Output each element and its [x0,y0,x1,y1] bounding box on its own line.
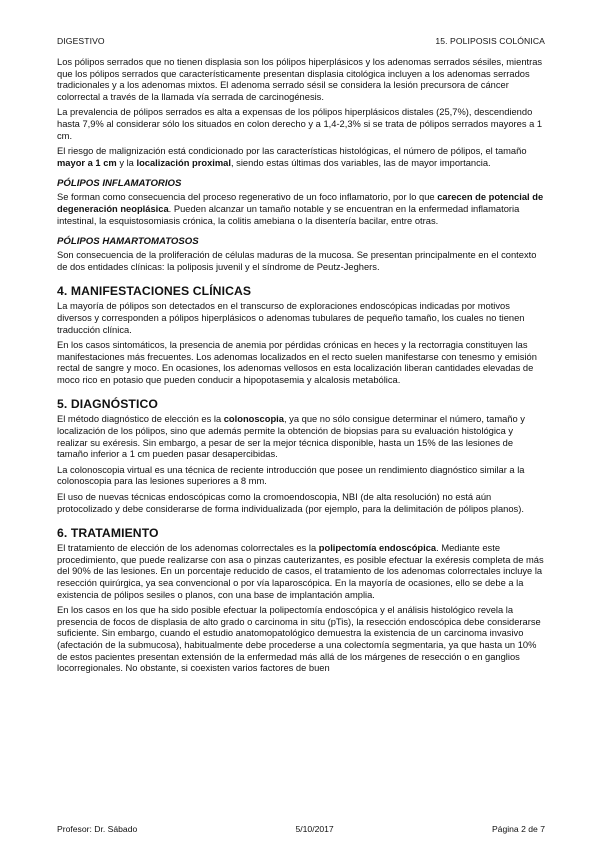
footer-date: 5/10/2017 [295,824,334,834]
page-header [57,36,545,46]
subheading-inflamatorios: PÓLIPOS INFLAMATORIOS [57,178,182,190]
paragraph: La prevalencia de pólipos serrados es alta a expensas de los pólipos hiperplásicos distales (25,7%), descendiendo hasta 7,9% al considerar sólo los situados en colon derecho y a 1,4-2,3% si se trata de pólipos serrados mayores a 1 cm. [57,107,543,141]
paragraph: Se forman como consecuencia del proceso regenerativo de un foco inflamatorio, por lo que carecen de potencial de degeneración neoplásica. Pueden alcanzar un tamaño notable y se encuentran en la enfermedad inflamatoria intestinal, la esquistosomiasis crónica, la colitis amebiana o la disentería bacilar, entre otras. [57,192,544,226]
paragraph: Los pólipos serrados que no tienen displasia son los pólipos hiperplásicos y los adenomas serrados sésiles, mientras que los pólipos serrados que característicamente presentan displasia citológica incluyen a los adenomas serrados tradicionales y a los adenomas mixtos. El adenoma serrado sésil se considera la lesión precursora de cáncer colorrectal a través de la llamada vía serrada de carcinogénesis. [57,57,543,102]
section-heading-tratamiento: 6. TRATAMIENTO [57,526,159,541]
paragraph: El método diagnóstico de elección es la colonoscopia, ya que no sólo consigue determinar el número, tamaño y localización de los pólipos, sino que además permite la obtención de biopsias para su evaluación histológica y realizar su exéresis. Sin embargo, a pesar de ser la mejor técnica disponible, hasta un 15% de las lesiones de tamaño inferior a 1 cm pueden pasar desapercibidas. [57,414,525,460]
header-chapter: 15. POLIPOSIS COLÓNICA [435,36,545,46]
paragraph: El riesgo de malignización está condicionado por las características histológicas, el número de pólipos, el tamaño mayor a 1 cm y la localización proximal, siendo estas últimas dos variables, las de mayor importancia. [57,146,527,168]
footer-professor: Profesor: Dr. Sábado [57,824,138,834]
paragraph: Son consecuencia de la proliferación de células maduras de la mucosa. Se presentan principalmente en el contexto de dos entidades clínicas: la poliposis juvenil y el síndrome de Peutz-Jeghers. [57,250,537,272]
document-page [57,36,545,679]
paragraph: El uso de nuevas técnicas endoscópicas como la cromoendoscopia, NBI (de alta resolución) no está aún protocolizado y debe considerarse de forma individualizada (por ejemplo, para la delimitación de pólipos planos). [57,492,524,514]
section-heading-diagnostico: 5. DIAGNÓSTICO [57,397,158,412]
section-heading-manifestaciones: 4. MANIFESTACIONES CLÍNICAS [57,284,252,299]
document-body [57,57,545,675]
paragraph: En los casos sintomáticos, la presencia de anemia por pérdidas crónicas en heces y la rectorragia constituyen las manifestaciones más frecuentes. Los adenomas localizados en el recto suelen manifestarse con tenesmo y emisión rectal de sangre y moco. En ocasiones, los adenomas vellosos en esta localización liberan cantidades elevadas de moco rico en potasio que pueden conducir a hipopotasemia y alcalosis metabólica. [57,340,537,385]
page-footer [57,824,545,834]
paragraph: El tratamiento de elección de los adenomas colorrectales es la polipectomía endoscópica. Mediante este procedimiento, que puede realizarse con asa o pinzas cauterizantes, es posible efectuar la exéresis completa de más del 90% de las lesiones. En un porcentaje reducido de casos, el tratamiento de los adenomas colorrectales incluye la resección quirúrgica, ya sea convencional o por vía laparoscópica. En la mayoría de ocasiones, ello se debe a la existencia de pólipos sesiles o planos, con una base de implantación amplia. [57,543,544,600]
subheading-hamartomatosos: PÓLIPOS HAMARTOMATOSOS [57,236,199,248]
paragraph: En los casos en los que ha sido posible efectuar la polipectomía endoscópica y el análisis histológico revela la presencia de focos de displasia de alto grado o carcinoma in situ (pTis), la resección endoscópica debe considerarse suficiente. Sin embargo, cuando el estudio anatomopatológico demuestra la existencia de un carcinoma invasivo (afectación de la submucosa), habitualmente debe procederse a una colectomía segmentaria, ya que hasta un 10% de estos pacientes presentan extensión de la enfermedad más allá de los márgenes de resección o en ganglios locorregionales. No obstante, si coexisten varios factores de buen [57,605,541,674]
header-subject: DIGESTIVO [57,36,105,46]
footer-page-number: Página 2 de 7 [491,824,545,834]
paragraph: La colonoscopia virtual es una técnica de reciente introducción que posee un rendimiento diagnóstico similar a la colonoscopia para las lesiones superiores a 8 mm. [57,464,525,487]
paragraph: La mayoría de pólipos son detectados en el transcurso de exploraciones endoscópicas indicadas por motivos diversos y corresponden a pólipos hiperplásicos o adenomas tubulares de pequeño tamaño, los cuales no tienen traducción clínica. [57,301,525,335]
